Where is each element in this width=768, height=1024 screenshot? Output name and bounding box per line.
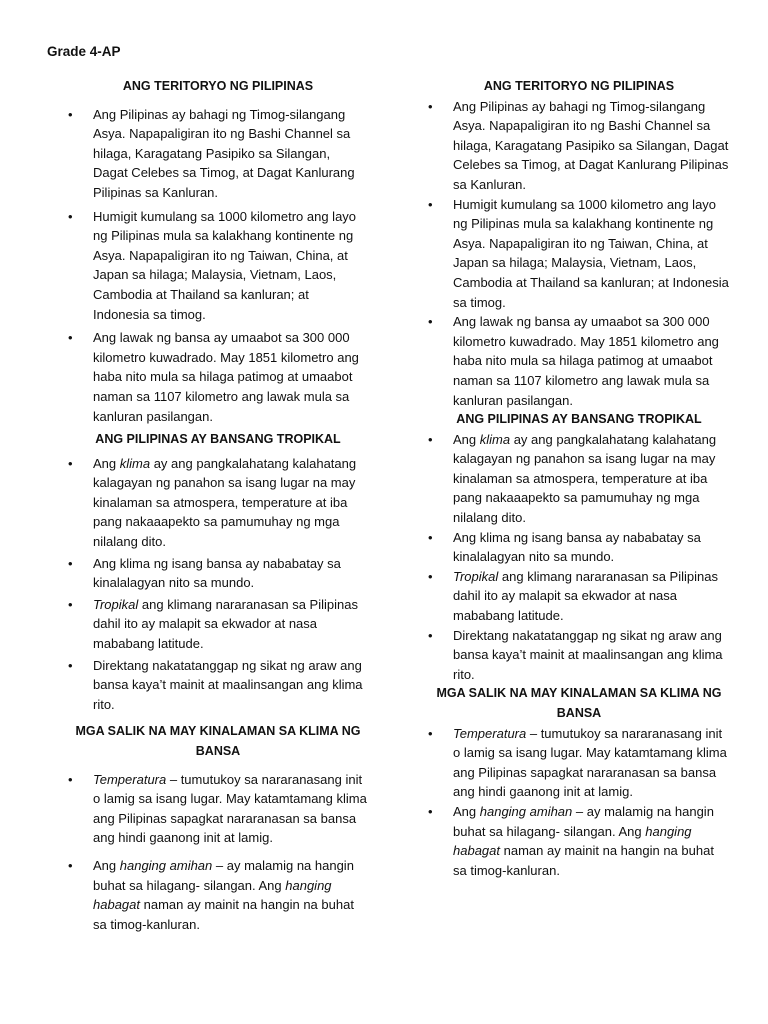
list-item — [428, 567, 730, 626]
text-run: naman ay mainit na hangin na buhat sa timog-kanluran. — [93, 897, 354, 932]
territory-list — [68, 105, 368, 427]
list-item — [68, 770, 368, 848]
list-item — [428, 97, 730, 195]
right-column — [428, 77, 730, 880]
section-heading-climate-factors: MGA SALIK NA MAY KINALAMAN SA KLIMA NG BANSA — [436, 686, 722, 720]
text-run: ay ang pangkalahatang kalahatang kalagayan ng panahon sa isang lugar na may kinalaman sa atmospera, temperature at iba pang nakaaapekto sa pamumuhay ng mga nilalang dito. — [93, 455, 357, 550]
bullet-dot-icon: • — [68, 596, 73, 612]
bullet-dot-icon: • — [68, 771, 73, 787]
bullet-dot-icon: • — [428, 98, 433, 114]
text-run: Humigit kumulang sa 1000 kilometro ang layo ng Pilipinas mula sa kalakhang kontinente ng Asya. Napapaligiran ito ng Taiwan, China, at Japan sa hilaga; Malaysia, Vietnam, Laos, Cambodia at Thailand sa kanluran; at Indonesia sa timog. — [453, 196, 729, 310]
italic-term: klima — [479, 431, 511, 447]
bullet-dot-icon: • — [428, 529, 433, 545]
grade-label: Grade 4-AP — [47, 44, 121, 59]
text-run: Ang lawak ng bansa ay umaabot sa 300 000 kilometro kuwadrado. May 1851 kilometro ang haba nito mula sa hilaga patimog at umaabot naman sa 1107 kilometro ang lawak mula sa kanluran pasilangan. — [93, 330, 359, 424]
list-item — [68, 454, 368, 552]
bullet-dot-icon: • — [428, 431, 433, 447]
italic-term: Temperatura — [93, 771, 167, 787]
list-item — [428, 312, 730, 410]
bullet-dot-icon: • — [68, 455, 73, 471]
list-item — [68, 595, 368, 654]
section-heading-climate-factors: MGA SALIK NA MAY KINALAMAN SA KLIMA NG BANSA — [75, 724, 361, 758]
text-run: Ang klima ng isang bansa ay nababatay sa kinalalagyan nito sa mundo. — [93, 555, 341, 591]
bullet-dot-icon: • — [428, 803, 433, 819]
bullet-dot-icon: • — [428, 725, 433, 741]
bullet-dot-icon: • — [428, 314, 433, 330]
list-item — [68, 207, 368, 325]
list-item — [68, 856, 368, 934]
left-column — [68, 77, 368, 942]
climate-factors-list — [68, 770, 368, 935]
italic-term: Tropikal — [453, 568, 499, 584]
italic-term: Tropikal — [93, 596, 139, 612]
italic-term: klima — [119, 455, 151, 471]
bullet-dot-icon: • — [428, 568, 433, 584]
territory-list — [428, 97, 730, 411]
text-run: Direktang nakatatanggap ng sikat ng araw ang bansa kaya’t mainit at maalinsangan ang klima rito. — [93, 657, 363, 712]
list-item — [428, 195, 730, 313]
text-run: ang klimang nararanasan sa Pilipinas dahil ito ay malapit sa ekwador at nasa mababang latitude. — [93, 596, 358, 652]
text-run: – tumutukoy sa nararanasang init o lamig sa isang lugar. May katamtamang klima ang Pilipinas sapagkat nararanasan sa bansa ang hindi gaanong init at lamig. — [93, 771, 367, 846]
text-run: Ang klima ng isang bansa ay nababatay sa kinalalagyan nito sa mundo. — [453, 529, 701, 565]
list-item — [68, 656, 368, 715]
text-run: Direktang nakatatanggap ng sikat ng araw ang bansa kaya’t mainit at maalinsangan ang klima rito. — [453, 627, 723, 682]
italic-term: Temperatura — [453, 725, 527, 741]
text-run: Ang — [93, 857, 120, 873]
bullet-dot-icon: • — [68, 106, 73, 122]
list-item — [428, 724, 730, 802]
text-run: naman ay mainit na hangin na buhat sa timog-kanluran. — [453, 843, 714, 878]
text-run: – tumutukoy sa nararanasang init o lamig sa isang lugar. May katamtamang klima ang Pilipinas sapagkat nararanasan sa bansa ang hindi gaanong init at lamig. — [453, 725, 727, 800]
bullet-dot-icon: • — [68, 555, 73, 571]
italic-term: hanging amihan — [479, 803, 573, 819]
text-run: Ang lawak ng bansa ay umaabot sa 300 000 kilometro kuwadrado. May 1851 kilometro ang haba nito mula sa hilaga patimog at umaabot naman sa 1107 kilometro ang lawak mula sa kanluran pasilangan. — [453, 314, 719, 408]
section-heading-tropical: ANG PILIPINAS AY BANSANG TROPIKAL — [95, 432, 341, 447]
list-item — [428, 528, 730, 567]
list-item — [68, 328, 368, 426]
text-run: ay ang pangkalahatang kalahatang kalagayan ng panahon sa isang lugar na may kinalaman sa atmospera, temperature at iba pang nakaaapekto sa pamumuhay ng mga nilalang dito. — [453, 431, 717, 526]
text-run: Ang — [453, 803, 480, 819]
list-item — [68, 105, 368, 203]
text-run: Ang Pilipinas ay bahagi ng Timog-silangang Asya. Napapaligiran ito ng Bashi Channel sa hilaga, Karagatang Pasipiko sa Silangan, Dagat Celebes sa Timog, at Dagat Kanlurang Pilipinas sa Kanluran. — [93, 106, 355, 200]
text-run: Ang — [93, 455, 120, 471]
list-item — [428, 430, 730, 528]
italic-term: hanging habagat — [453, 823, 692, 859]
text-run: ang klimang nararanasan sa Pilipinas dahil ito ay malapit sa ekwador at nasa mababang latitude. — [453, 568, 718, 624]
text-run: Humigit kumulang sa 1000 kilometro ang layo ng Pilipinas mula sa kalakhang kontinente ng Asya. Napapaligiran ito ng Taiwan, China, at Japan sa hilaga; Malaysia, Vietnam, Laos, Cambodia at Thailand sa kanluran; at Indonesia sa timog. — [93, 208, 357, 322]
section-heading-territory: ANG TERITORYO NG PILIPINAS — [122, 79, 314, 93]
section-heading-tropical: ANG PILIPINAS AY BANSANG TROPIKAL — [456, 412, 702, 427]
text-run: – ay malamig na hangin buhat sa hilagang- silangan. Ang — [93, 857, 354, 893]
tropical-list — [68, 454, 368, 715]
bullet-dot-icon: • — [68, 857, 73, 873]
text-run: Ang Pilipinas ay bahagi ng Timog-silangang Asya. Napapaligiran ito ng Bashi Channel sa hilaga, Karagatang Pasipiko sa Silangan, Dagat Celebes sa Timog, at Dagat Kanlurang Pilipinas sa Kanluran. — [453, 98, 729, 192]
bullet-dot-icon: • — [428, 196, 433, 212]
bullet-dot-icon: • — [68, 330, 73, 346]
list-item — [428, 802, 730, 880]
italic-term: hanging amihan — [119, 857, 213, 873]
section-heading-territory: ANG TERITORYO NG PILIPINAS — [483, 79, 675, 93]
bullet-dot-icon: • — [68, 657, 73, 673]
text-run: – ay malamig na hangin buhat sa hilagang- silangan. Ang — [453, 803, 714, 839]
text-run: Ang — [453, 431, 480, 447]
list-item — [68, 554, 368, 593]
list-item — [428, 626, 730, 685]
bullet-dot-icon: • — [428, 627, 433, 643]
italic-term: hanging habagat — [93, 877, 332, 913]
climate-factors-list — [428, 724, 730, 881]
bullet-dot-icon: • — [68, 208, 73, 224]
tropical-list — [428, 430, 730, 685]
